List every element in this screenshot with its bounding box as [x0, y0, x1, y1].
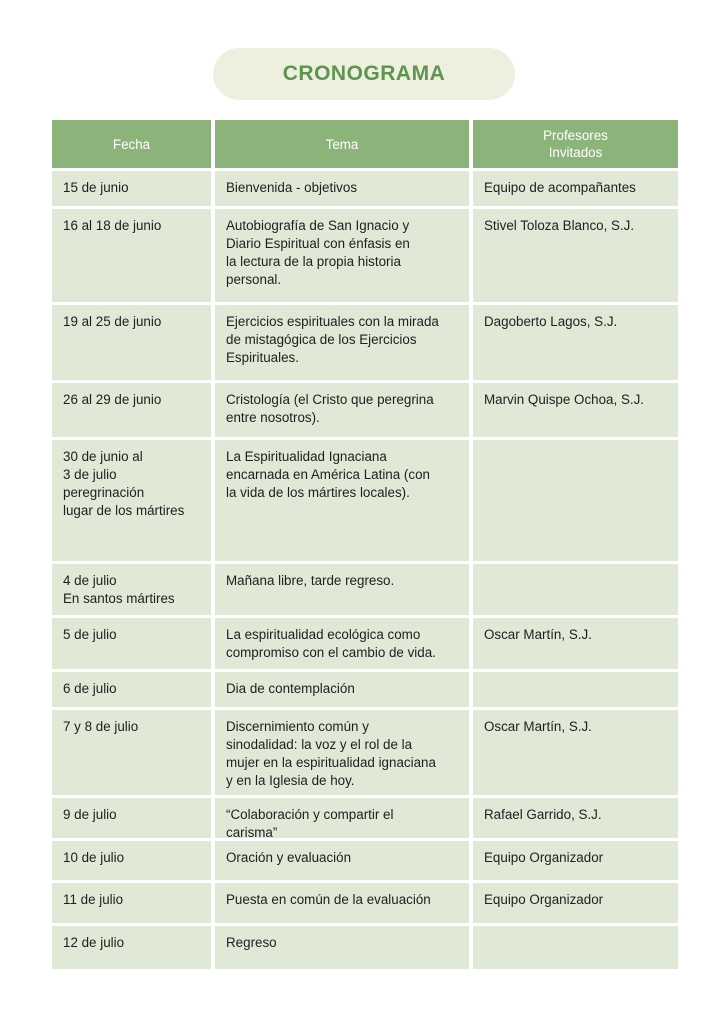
table-row: [52, 209, 678, 302]
table-row: [52, 171, 678, 206]
cell-fecha: 6 de julio: [52, 672, 211, 707]
cell-profesor: Oscar Martín, S.J.: [473, 710, 678, 795]
cell-profesor: Equipo Organizador: [473, 841, 678, 880]
cell-tema: Oración y evaluación: [215, 841, 469, 880]
cell-fecha: 5 de julio: [52, 618, 211, 669]
cell-tema: “Colaboración y compartir el carisma”: [215, 798, 469, 838]
table-row: [52, 618, 678, 669]
cell-profesor: Marvin Quispe Ochoa, S.J.: [473, 383, 678, 437]
cell-tema: Autobiografía de San Ignacio y Diario Espiritual con énfasis en la lectura de la propia historia personal.: [215, 209, 469, 302]
cell-profesor: Dagoberto Lagos, S.J.: [473, 305, 678, 380]
header-fecha: Fecha: [52, 120, 211, 168]
page-title-badge: [213, 48, 515, 100]
table-row: [52, 672, 678, 707]
table-row: [52, 440, 678, 561]
table-header-row: [52, 120, 678, 168]
cell-tema: Ejercicios espirituales con la mirada de mistagógica de los Ejercicios Espirituales.: [215, 305, 469, 380]
cell-fecha: 12 de julio: [52, 926, 211, 969]
cell-profesor: [473, 926, 678, 969]
cell-profesor: Rafael Garrido, S.J.: [473, 798, 678, 838]
cell-profesor: [473, 564, 678, 615]
cell-fecha: 10 de julio: [52, 841, 211, 880]
cell-tema: Regreso: [215, 926, 469, 969]
cell-profesor: [473, 440, 678, 561]
cell-fecha: 30 de junio al 3 de julio peregrinación lugar de los mártires: [52, 440, 211, 561]
cell-tema: La Espiritualidad Ignaciana encarnada en América Latina (con la vida de los mártires locales).: [215, 440, 469, 561]
cell-fecha: 9 de julio: [52, 798, 211, 838]
cell-fecha: 19 al 25 de junio: [52, 305, 211, 380]
cell-tema: Cristología (el Cristo que peregrina entre nosotros).: [215, 383, 469, 437]
table-row: [52, 798, 678, 838]
table-row: [52, 564, 678, 615]
cell-fecha: 4 de julio En santos mártires: [52, 564, 211, 615]
cell-fecha: 15 de junio: [52, 171, 211, 206]
cell-tema: Dia de contemplación: [215, 672, 469, 707]
table-row: [52, 383, 678, 437]
table-row: [52, 710, 678, 795]
cell-profesor: Equipo Organizador: [473, 883, 678, 923]
table-row: [52, 841, 678, 880]
table-row: [52, 883, 678, 923]
header-tema: Tema: [215, 120, 469, 168]
cell-tema: Puesta en común de la evaluación: [215, 883, 469, 923]
cell-tema: La espiritualidad ecológica como compromiso con el cambio de vida.: [215, 618, 469, 669]
table-row: [52, 926, 678, 969]
cell-fecha: 7 y 8 de julio: [52, 710, 211, 795]
cell-fecha: 26 al 29 de junio: [52, 383, 211, 437]
cell-profesor: Oscar Martín, S.J.: [473, 618, 678, 669]
cell-fecha: 11 de julio: [52, 883, 211, 923]
page-title: CRONOGRAMA: [282, 62, 446, 85]
cell-tema: Bienvenida - objetivos: [215, 171, 469, 206]
cell-fecha: 16 al 18 de junio: [52, 209, 211, 302]
cell-profesor: Stivel Toloza Blanco, S.J.: [473, 209, 678, 302]
cell-profesor: Equipo de acompañantes: [473, 171, 678, 206]
schedule-table: [52, 120, 678, 972]
cell-tema: Discernimiento común y sinodalidad: la voz y el rol de la mujer en la espiritualidad ignaciana y en la Iglesia de hoy.: [215, 710, 469, 795]
header-profesores: Profesores Invitados: [473, 120, 678, 168]
cell-tema: Mañana libre, tarde regreso.: [215, 564, 469, 615]
cell-profesor: [473, 672, 678, 707]
table-row: [52, 305, 678, 380]
